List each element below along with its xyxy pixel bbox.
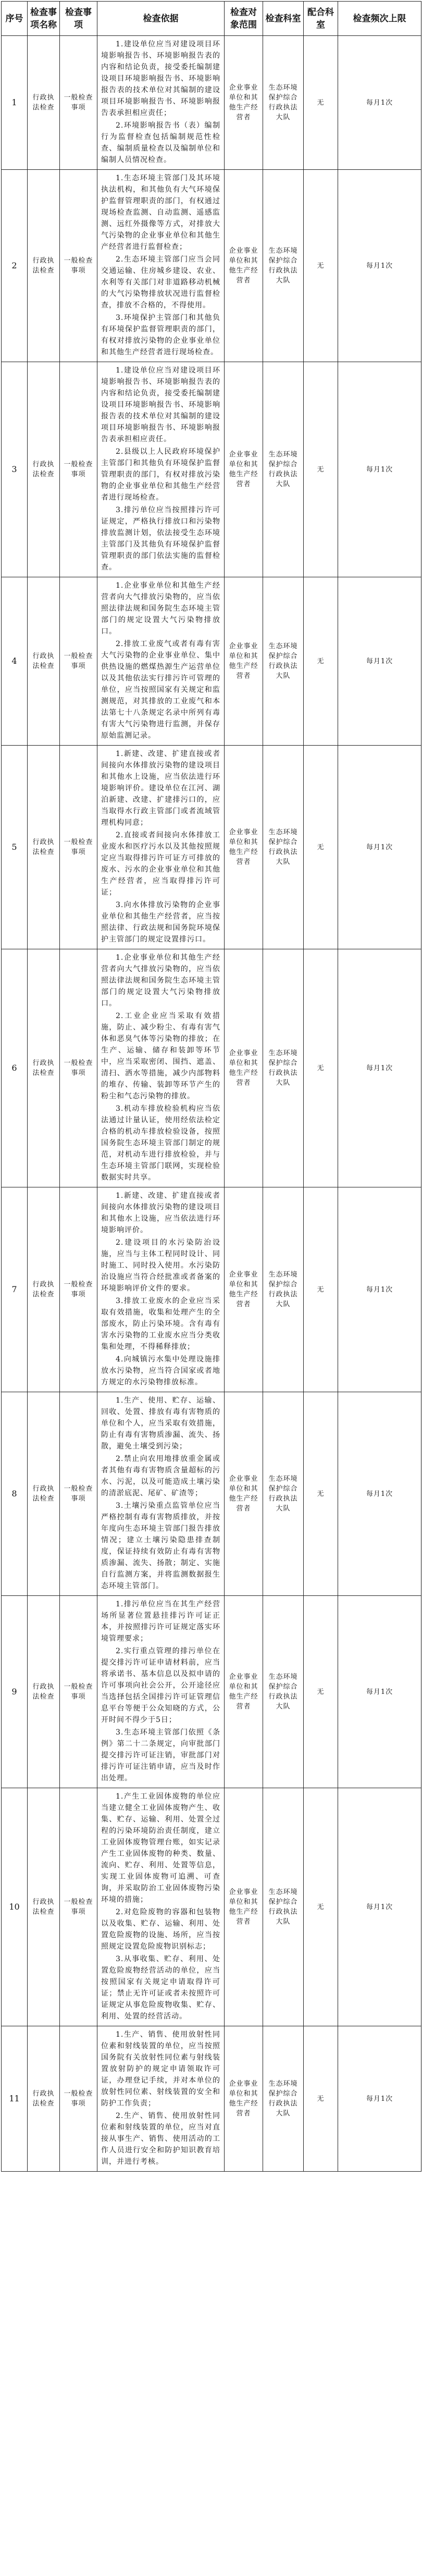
basis-clause: 2.生态环境主管部门应当会同交通运输、住房城乡建设、农业、水利等有关部门对非道路移动机械的大气污染物排放状况进行监督检查，排放不合格的，不得使用。	[101, 255, 220, 309]
row-dept: 生态环境保护综合行政执法大队	[263, 1187, 304, 1392]
basis-clause: 3.生态环境主管部门依照《条例》第二十二条规定，向审批部门提交排污许可证注销，审批部门对排污许可证注销申请，应当及时作出处理。	[101, 1728, 220, 1782]
basis-clause: 2.生产、销售、使用放射性同位素和射线装置的单位，应当对直接从事生产、销售、使用活动的工作人员进行安全和防护知识教育培训，并进行考核。	[101, 2112, 220, 2166]
row-freq: 每月1次	[338, 949, 421, 1187]
row-freq: 每月1次	[338, 362, 421, 577]
header-dept: 检查科室	[263, 2, 304, 36]
row-coop: 无	[304, 1392, 338, 1596]
row-category: 一般检查事项	[60, 2026, 97, 2172]
row-category: 一般检查事项	[60, 1187, 97, 1392]
basis-clause: 1.产生工业固体废物的单位应当建立健全工业固体废物产生、收集、贮存、运输、利用、处置全过程的污染环境防治责任制度，建立工业固体废物管理台账，如实记录产生工业固体废物的种类、数量、流向、贮存、利用、处置等信息，实现工业固体废物可追溯、可查询，并采取防治工业固体废物污染环境的措施；	[101, 1792, 220, 1904]
table-row	[2, 1187, 421, 1392]
row-seq: 7	[2, 1187, 28, 1392]
basis-clause: 1.生态环境主管部门及其环境执法机构，和其他负有大气环境保护监督管理职责的部门，有权通过现场检查监测、自动监测、遥感监测、远红外摄像等方式，对排放大气污染物的企业事业单位和其他生产经营者进行监督检查；	[101, 174, 220, 251]
basis-clause: 3.土壤污染重点监管单位应当严格控制有毒有害物质排放，并按年度向生态环境主管部门报告排放情况；建立土壤污染隐患排查制度，保证持续有效防止有毒有害物质渗漏、流失、扬散；制定、实施自行监测方案，并将监测数据报生态环境主管部门。	[101, 1502, 220, 1590]
row-scope: 企业事业单位和其他生产经营者	[225, 2026, 263, 2172]
basis-clause: 1.企业事业单位和其他生产经营者向大气排放污染物的，应当依照法律法规和国务院生态环境主管部门的规定设置大气污染物排放口。	[101, 581, 220, 636]
basis-clause: 3.环境保护主管部门和其他负有环境保护监督管理职责的部门，有权对排放污染物的企业事业单位和其他生产经营者进行现场检查。	[101, 314, 220, 356]
basis-clause: 2.排放工业废气或者有毒有害大气污染物的企业事业单位、集中供热设施的燃煤热源生产运营单位以及其他依法实行排污许可管理的单位，应当按照国家有关规定和监测规范，对其排放的工业废气和本法第七十八条规定名录中所列有毒有害大气污染物进行监测，并保存原始监测记录。	[101, 640, 220, 740]
row-coop: 无	[304, 1187, 338, 1392]
row-scope: 企业事业单位和其他生产经营者	[225, 1392, 263, 1596]
basis-clause: 2.县级以上人民政府环境保护主管部门和其他负有环境保护监督管理职责的部门，有权对排放污染物的企业事业单位和其他生产经营者进行现场检查。	[101, 448, 220, 502]
row-basis	[97, 170, 225, 362]
row-basis	[97, 1187, 225, 1392]
row-coop: 无	[304, 1596, 338, 1788]
row-coop: 无	[304, 170, 338, 362]
row-scope: 企业事业单位和其他生产经营者	[225, 1788, 263, 2026]
basis-clause: 2.直接或者间接向水体排放工业废水和医疗污水以及其他按照规定应当取得排污许可证方可排放的废水、污水的企业事业单位和其他生产经营者，应当取得排污许可证；	[101, 831, 220, 897]
row-name: 行政执法检查	[28, 746, 60, 949]
row-name: 行政执法检查	[28, 1187, 60, 1392]
row-seq: 8	[2, 1392, 28, 1596]
row-dept: 生态环境保护综合行政执法大队	[263, 36, 304, 170]
basis-clause: 3.向水体排放污染物的企业事业单位和其他生产经营者，应当按照法律、行政法规和国务院环境保护主管部门的规定设置排污口。	[101, 901, 220, 944]
row-name: 行政执法检查	[28, 949, 60, 1187]
row-seq: 11	[2, 2026, 28, 2172]
row-name: 行政执法检查	[28, 1788, 60, 2026]
row-category: 一般检查事项	[60, 1596, 97, 1788]
row-name: 行政执法检查	[28, 170, 60, 362]
basis-clause: 2.环境影响报告书（表）编制行为监督检查包括编制规范性检查、编制质量检查以及编制单位和编制人员情况检查。	[101, 121, 220, 164]
row-category: 一般检查事项	[60, 36, 97, 170]
basis-clause: 1.生产、使用、贮存、运输、回收、处置、排放有毒有害物质的单位和个人，应当采取有效措施，防止有毒有害物质渗漏、流失、扬散，避免土壤受到污染；	[101, 1396, 220, 1451]
row-freq: 每月1次	[338, 36, 421, 170]
basis-clause: 1.建设单位应当对建设项目环境影响报告书、环境影响报告表的内容和结论负责，接受委托编制建设项目环境影响报告书、环境影响报告表的技术单位对其编制的建设项目环境影响报告书、环境影响报告表承担相应责任。	[101, 366, 220, 443]
inspection-table	[1, 1, 421, 2172]
row-freq: 每月1次	[338, 746, 421, 949]
row-seq: 5	[2, 746, 28, 949]
row-scope: 企业事业单位和其他生产经营者	[225, 577, 263, 746]
basis-clause: 1.新建、改建、扩建直接或者间接向水体排放污染物的建设项目和其他水上设施，应当依法进行环境影响评价。	[101, 1192, 220, 1234]
row-freq: 每月1次	[338, 1596, 421, 1788]
row-seq: 9	[2, 1596, 28, 1788]
table-row	[2, 170, 421, 362]
table-row	[2, 1392, 421, 1596]
basis-clause: 1.排污单位应当在其生产经营场所显著位置悬挂排污许可证正本，并按照排污许可证规定落实环境管理要求；	[101, 1600, 220, 1643]
basis-clause: 2.禁止向农用地排放重金属或者其他有毒有害物质含量超标的污水、污泥，以及可能造成土壤污染的清淤底泥、尾矿、矿渣等；	[101, 1455, 220, 1497]
basis-clause: 1.建设单位应当对建设项目环境影响报告书、环境影响报告表的内容和结论负责，接受委托编制建设项目环境影响报告书、环境影响报告表的技术单位对其编制的建设项目环境影响报告书、环境影响报告表承担相应责任；	[101, 40, 220, 117]
basis-clause: 1.新建、改建、扩建直接或者间接向水体排放污染物的建设项目和其他水上设施，应当依法进行环境影响评价。建设单位在江河、湖泊新建、改建、扩建排污口的，应当取得水行政主管部门或者流域管理机构同意；	[101, 750, 220, 827]
row-scope: 企业事业单位和其他生产经营者	[225, 1596, 263, 1788]
row-basis	[97, 577, 225, 746]
basis-clause: 2.工业企业应当采取有效措施，防止、减少粉尘、有毒有害气体和恶臭气体等污染物的排放；在生产、运输、储存和装卸等环节中，应当采取密闭、围挡、遮盖、清扫、洒水等措施，减少内部物料的堆存、传输、装卸等环节产生的粉尘和气态污染物的排放。	[101, 1012, 220, 1100]
row-freq: 每月1次	[338, 577, 421, 746]
row-basis	[97, 2026, 225, 2172]
row-category: 一般检查事项	[60, 577, 97, 746]
row-basis	[97, 746, 225, 949]
row-scope: 企业事业单位和其他生产经营者	[225, 1187, 263, 1392]
basis-clause: 3.排污单位应当按照排污许可证规定，严格执行排放口和污染物排放监测计划，依法接受生态环境主管部门及其他负有环境保护监督管理职责的部门依法实施的监督检查。	[101, 506, 220, 572]
row-seq: 2	[2, 170, 28, 362]
row-category: 一般检查事项	[60, 170, 97, 362]
row-dept: 生态环境保护综合行政执法大队	[263, 949, 304, 1187]
row-basis	[97, 949, 225, 1187]
row-basis	[97, 362, 225, 577]
row-scope: 企业事业单位和其他生产经营者	[225, 362, 263, 577]
header-freq: 检查频次上限	[338, 2, 421, 36]
row-category: 一般检查事项	[60, 362, 97, 577]
row-coop: 无	[304, 362, 338, 577]
row-seq: 1	[2, 36, 28, 170]
header-name: 检查事项名称	[28, 2, 60, 36]
table-row	[2, 2026, 421, 2172]
row-category: 一般检查事项	[60, 949, 97, 1187]
basis-clause: 1.生产、销售、使用放射性同位素和射线装置的单位，应当按照国务院有关放射性同位素与射线装置放射防护的规定申请领取许可证，办理登记手续，并对本单位的放射性同位素、射线装置的安全和防护工作负责；	[101, 2030, 220, 2108]
row-basis	[97, 36, 225, 170]
row-name: 行政执法检查	[28, 2026, 60, 2172]
row-name: 行政执法检查	[28, 1596, 60, 1788]
row-dept: 生态环境保护综合行政执法大队	[263, 1392, 304, 1596]
header-basis: 检查依据	[97, 2, 225, 36]
row-scope: 企业事业单位和其他生产经营者	[225, 949, 263, 1187]
row-name: 行政执法检查	[28, 36, 60, 170]
row-category: 一般检查事项	[60, 1392, 97, 1596]
row-dept: 生态环境保护综合行政执法大队	[263, 1596, 304, 1788]
table-row	[2, 949, 421, 1187]
table-row	[2, 746, 421, 949]
row-seq: 10	[2, 1788, 28, 2026]
row-scope: 企业事业单位和其他生产经营者	[225, 36, 263, 170]
row-dept: 生态环境保护综合行政执法大队	[263, 1788, 304, 2026]
basis-clause: 3.机动车排放检验机构应当依法通过计量认证，使用经依法检定合格的机动车排放检验设备，按照国务院生态环境主管部门制定的规范，对机动车进行排放检验，并与生态环境主管部门联网，实现检验数据实时共享。	[101, 1105, 220, 1182]
row-freq: 每月1次	[338, 2026, 421, 2172]
header-seq: 序号	[2, 2, 28, 36]
basis-clause: 4.向城镇污水集中处理设施排放水污染物，应当符合国家或者地方规定的水污染物排放标准。	[101, 1355, 220, 1386]
row-dept: 生态环境保护综合行政执法大队	[263, 746, 304, 949]
row-freq: 每月1次	[338, 1788, 421, 2026]
row-coop: 无	[304, 36, 338, 170]
basis-clause: 3.从事收集、贮存、利用、处置危险废物经营活动的单位，应当按照国家有关规定申请取得许可证；禁止无许可证或者未按照许可证规定从事危险废物收集、贮存、利用、处置的经营活动。	[101, 1955, 220, 2021]
row-seq: 3	[2, 362, 28, 577]
row-coop: 无	[304, 949, 338, 1187]
basis-clause: 1.企业事业单位和其他生产经营者向大气排放污染物的，应当依照法律法规和国务院生态环境主管部门的规定设置大气污染物排放口。	[101, 953, 220, 1008]
table-body	[2, 36, 421, 2172]
row-dept: 生态环境保护综合行政执法大队	[263, 2026, 304, 2172]
table-row	[2, 362, 421, 577]
row-category: 一般检查事项	[60, 746, 97, 949]
row-name: 行政执法检查	[28, 1392, 60, 1596]
table-row	[2, 577, 421, 746]
row-dept: 生态环境保护综合行政执法大队	[263, 170, 304, 362]
basis-clause: 2.建设项目的水污染防治设施，应当与主体工程同时设计、同时施工、同时投入使用。水污染防治设施应当符合经批准或者备案的环境影响评价文件的要求。	[101, 1239, 220, 1293]
row-name: 行政执法检查	[28, 362, 60, 577]
row-freq: 每月1次	[338, 1392, 421, 1596]
row-coop: 无	[304, 1788, 338, 2026]
row-seq: 6	[2, 949, 28, 1187]
row-scope: 企业事业单位和其他生产经营者	[225, 746, 263, 949]
row-name: 行政执法检查	[28, 577, 60, 746]
header-coop: 配合科室	[304, 2, 338, 36]
row-basis	[97, 1788, 225, 2026]
basis-clause: 2.对危险废物的容器和包装物以及收集、贮存、运输、利用、处置危险废物的设施、场所，应当按照规定设置危险废物识别标志；	[101, 1908, 220, 1951]
row-coop: 无	[304, 746, 338, 949]
basis-clause: 3.排放工业废水的企业应当采取有效措施，收集和处理产生的全部废水，防止污染环境。含有毒有害水污染物的工业废水应当分类收集和处理，不得稀释排放；	[101, 1297, 220, 1351]
header-scope: 检查对象范围	[225, 2, 263, 36]
row-freq: 每月1次	[338, 1187, 421, 1392]
table-row	[2, 1596, 421, 1788]
basis-clause: 2.实行重点管理的排污单位在提交排污许可证申请材料前，应当将承诺书、基本信息以及拟申请的许可事项向社会公开，公开途径应当选择包括全国排污许可证管理信息平台等便于公众知晓的方式，公开时间不得少于5日；	[101, 1647, 220, 1724]
row-dept: 生态环境保护综合行政执法大队	[263, 577, 304, 746]
row-seq: 4	[2, 577, 28, 746]
row-dept: 生态环境保护综合行政执法大队	[263, 362, 304, 577]
row-basis	[97, 1596, 225, 1788]
row-category: 一般检查事项	[60, 1788, 97, 2026]
row-freq: 每月1次	[338, 170, 421, 362]
row-coop: 无	[304, 577, 338, 746]
table-row	[2, 1788, 421, 2026]
row-coop: 无	[304, 2026, 338, 2172]
row-basis	[97, 1392, 225, 1596]
table-header	[2, 2, 421, 36]
header-category: 检查事项	[60, 2, 97, 36]
row-scope: 企业事业单位和其他生产经营者	[225, 170, 263, 362]
table-row	[2, 36, 421, 170]
